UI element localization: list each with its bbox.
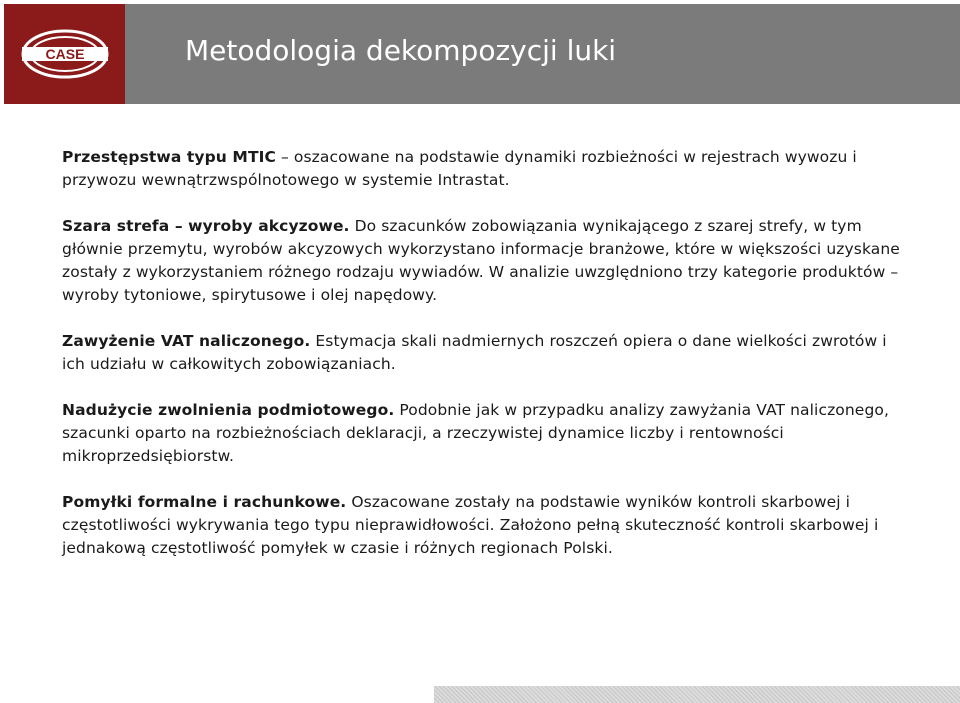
- paragraph-heading: Przestępstwa typu MTIC: [62, 148, 276, 166]
- paragraph-heading: Zawyżenie VAT naliczonego.: [62, 332, 311, 350]
- paragraph-mtic: [62, 146, 912, 192]
- paragraph-heading: Pomyłki formalne i rachunkowe.: [62, 493, 347, 511]
- content-body: [62, 146, 912, 583]
- paragraph-text: Podobnie jak w przypadku analizy zawyżania VAT naliczonego, szacunki oparto na rozbieżnościach deklaracji, a rzeczywistej dynamice liczby i rentowności mikroprzedsiębiorstw.: [62, 401, 889, 465]
- paragraph-text: – oszacowane na podstawie dynamiki rozbieżności w rejestrach wywozu i przywozu wewnątrzwspólnotowego w systemie Intrastat.: [62, 148, 857, 189]
- paragraph-heading: Szara strefa – wyroby akcyzowe.: [62, 217, 350, 235]
- page-title: Metodologia dekompozycji luki: [185, 34, 617, 67]
- paragraph-text: Do szacunków zobowiązania wynikającego z szarej strefy, w tym głównie przemytu, wyrobów akcyzowych wykorzystano informacje branżowe, które w większości uzyskane zostały z wykorzystaniem różnego rodzaju wywiadów. W analizie uwzględniono trzy kategorie produktów – wyroby tytoniowe, spirytusowe i olej napędowy.: [62, 217, 900, 304]
- slide-header: [4, 4, 960, 104]
- footer-decoration: [434, 686, 960, 703]
- paragraph-text: Estymacja skali nadmiernych roszczeń opiera o dane wielkości zwrotów i ich udziału w całkowitych zobowiązaniach.: [62, 332, 887, 373]
- paragraph-vat-overstatement: [62, 330, 912, 376]
- title-bar: [125, 4, 960, 104]
- paragraph-formal-errors: [62, 491, 912, 560]
- logo-text: CASE: [45, 46, 85, 62]
- paragraph-text: Oszacowane zostały na podstawie wyników kontroli skarbowej i częstotliwości wykrywania tego typu nieprawidłowości. Założono pełną skuteczność kontroli skarbowej i jednakową częstotliwość pomyłek w czasie i różnych regionach Polski.: [62, 493, 879, 557]
- paragraph-heading: Nadużycie zwolnienia podmiotowego.: [62, 401, 395, 419]
- paragraph-excise: [62, 215, 912, 307]
- paragraph-exemption-abuse: [62, 399, 912, 468]
- case-logo-icon: [20, 28, 110, 80]
- logo-box: [4, 4, 125, 104]
